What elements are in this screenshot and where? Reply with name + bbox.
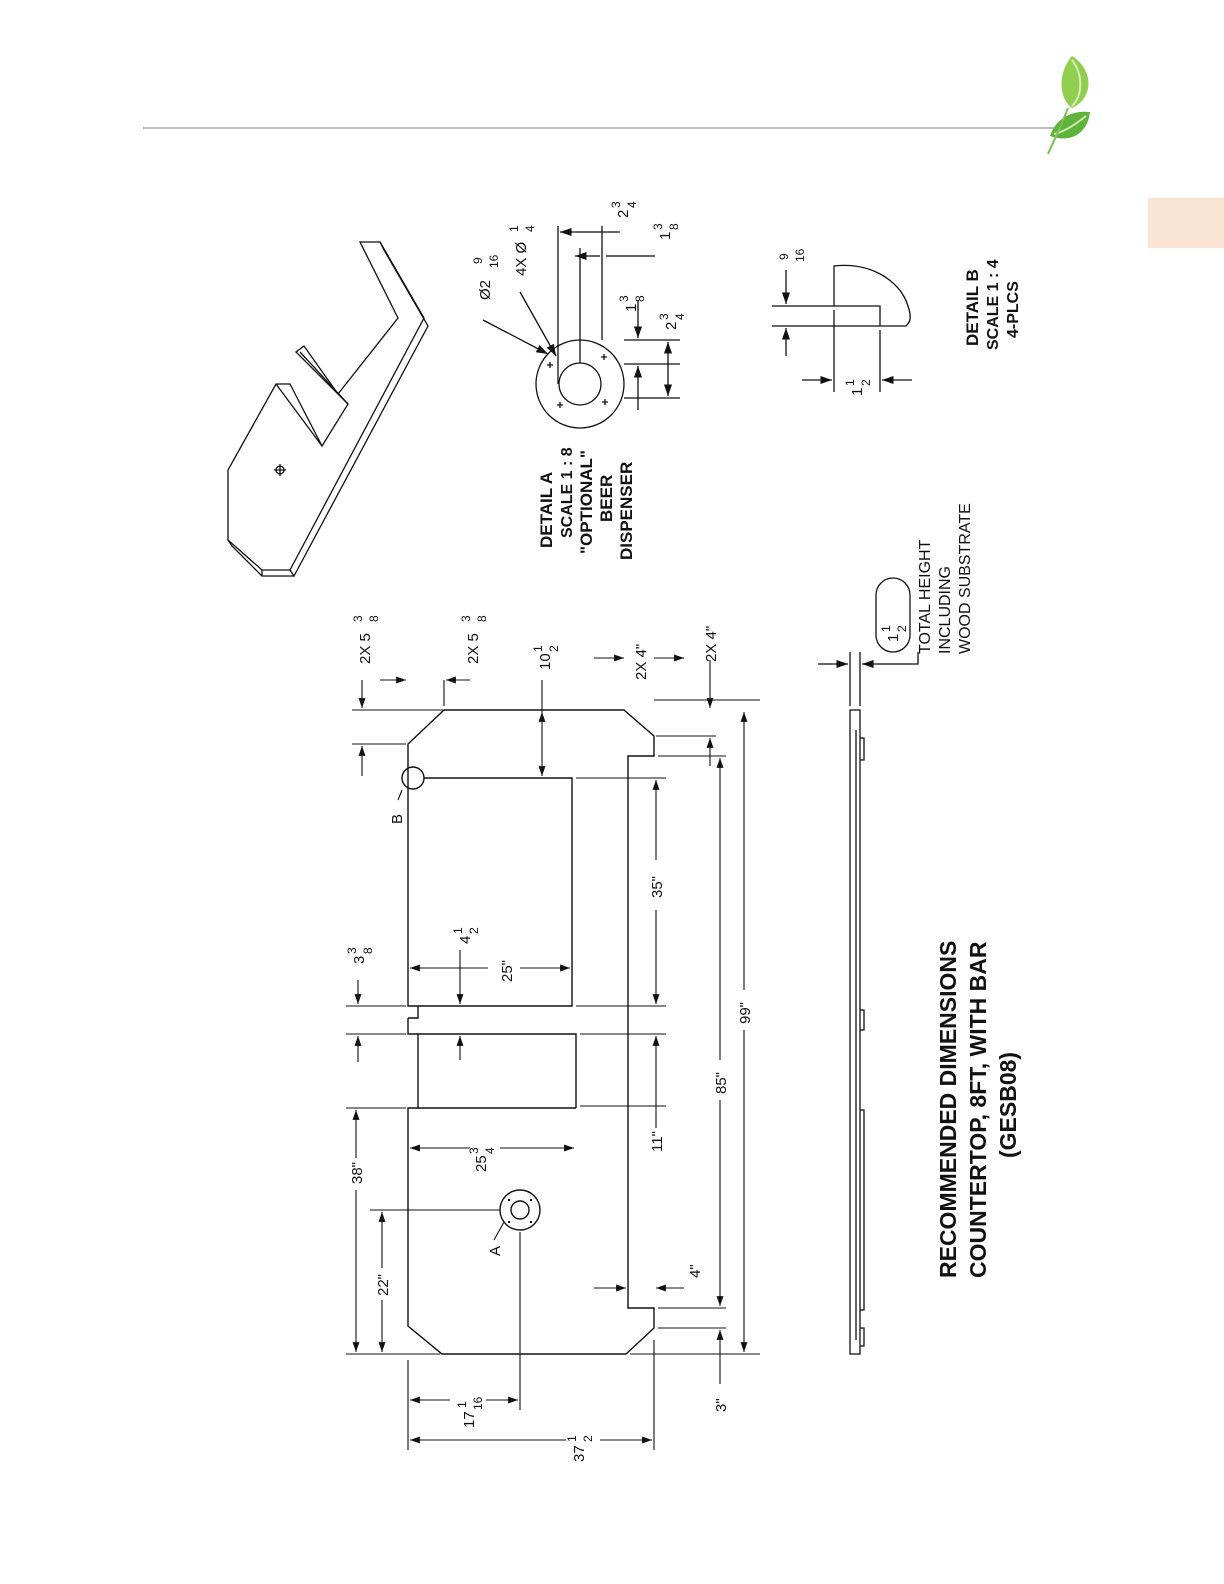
plan-view-outline [402,710,654,1354]
height-note-1: TOTAL HEIGHT [917,539,934,654]
svg-text:38": 38" [349,1161,366,1184]
svg-text:16: 16 [471,1396,485,1410]
detail-a-labels [471,201,687,560]
label-a: A [487,1245,504,1256]
svg-text:2X 4": 2X 4" [633,643,650,680]
svg-text:8: 8 [367,615,381,622]
svg-text:99": 99" [737,1001,754,1024]
svg-text:1: 1 [657,231,674,240]
svg-text:25: 25 [473,1155,490,1172]
svg-text:16: 16 [793,248,807,262]
svg-text:9: 9 [777,253,791,260]
svg-text:1: 1 [507,225,521,232]
detail-b-drawing [772,265,912,392]
svg-text:3: 3 [609,201,623,208]
svg-text:2X 4": 2X 4" [703,625,720,662]
svg-text:1: 1 [455,1401,469,1408]
svg-text:1: 1 [849,387,866,396]
svg-text:4X Ø: 4X Ø [513,241,530,276]
svg-text:8: 8 [633,295,647,302]
svg-text:9: 9 [471,257,485,264]
detail-b-scale: SCALE 1 : 4 [985,259,1002,350]
height-note-3: WOOD SUBSTRATE [957,503,974,654]
svg-text:8: 8 [667,223,681,230]
svg-text:1: 1 [879,625,893,632]
svg-text:3: 3 [459,615,473,622]
isometric-view [228,242,428,576]
svg-text:37: 37 [571,1445,588,1462]
drawing-title [935,941,1021,1278]
detail-a-optional: "OPTIONAL" [577,450,596,554]
detail-b-title: DETAIL B [963,269,982,346]
svg-text:11": 11" [649,1131,666,1152]
svg-text:1: 1 [843,379,857,386]
svg-text:85": 85" [713,1071,730,1094]
svg-text:3: 3 [657,313,671,320]
svg-text:17: 17 [461,1411,478,1428]
svg-text:Ø2: Ø2 [477,279,494,300]
height-note-2: INCLUDING [937,565,954,654]
svg-text:2: 2 [663,321,680,330]
svg-text:3: 3 [467,1147,481,1154]
label-b: B [389,813,406,824]
detail-b-plcs: 4-PLCS [1005,281,1022,338]
svg-text:3": 3" [713,1398,730,1412]
svg-text:4: 4 [523,225,537,232]
svg-text:10: 10 [537,653,554,670]
svg-text:1: 1 [623,303,640,312]
svg-text:4: 4 [483,1147,497,1154]
svg-text:3: 3 [351,615,365,622]
svg-text:2: 2 [467,927,481,934]
detail-a-dispenser: DISPENSER [617,461,636,560]
svg-text:2: 2 [615,209,632,218]
svg-text:3: 3 [617,295,631,302]
svg-text:4": 4" [687,1264,704,1278]
svg-text:2: 2 [895,625,909,632]
detail-b-labels [777,248,1022,396]
svg-text:22": 22" [375,1273,392,1296]
title-line-1: RECOMMENDED DIMENSIONS [935,940,961,1278]
side-view [818,578,918,1354]
svg-text:2X 5: 2X 5 [465,633,482,664]
svg-text:2X 5: 2X 5 [357,633,374,664]
svg-text:1: 1 [531,645,545,652]
svg-text:8: 8 [475,615,489,622]
svg-text:2: 2 [581,1435,595,1442]
detail-a-scale: SCALE 1 : 8 [559,447,576,538]
svg-text:3: 3 [345,947,359,954]
title-line-2: COUNTERTOP, 8FT, WITH BAR [965,941,991,1278]
svg-text:1: 1 [565,1435,579,1442]
svg-text:4: 4 [625,201,639,208]
svg-text:25": 25" [499,959,516,982]
svg-text:3: 3 [651,223,665,230]
detail-a-title: DETAIL A [537,471,556,548]
svg-text:2: 2 [547,645,561,652]
plan-view-labels [345,615,754,1462]
svg-text:16: 16 [487,254,501,268]
svg-text:35": 35" [649,875,666,898]
svg-text:2: 2 [859,379,873,386]
svg-text:8: 8 [361,947,375,954]
svg-text:1: 1 [885,633,902,642]
svg-text:4: 4 [673,313,687,320]
detail-a-beer: BEER [597,474,616,522]
svg-text:3: 3 [351,955,368,964]
svg-text:1: 1 [451,927,465,934]
title-line-3: (GESB08) [995,1051,1021,1158]
svg-text:4: 4 [457,935,474,944]
